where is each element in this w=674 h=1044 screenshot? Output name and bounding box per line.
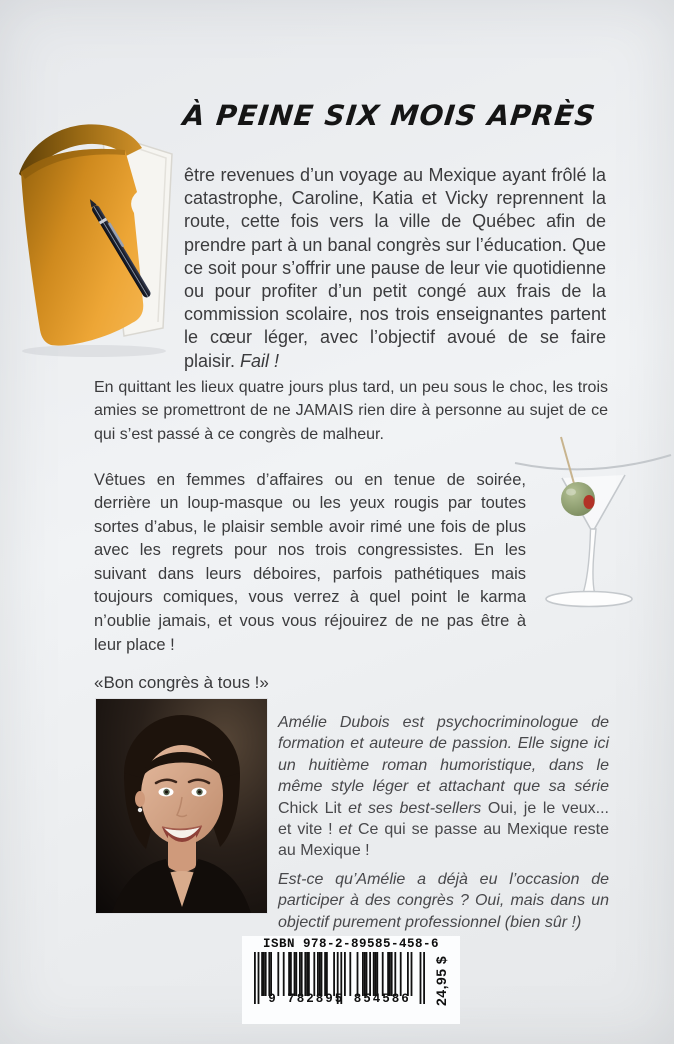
- price-label: 24,95 $: [433, 955, 449, 1006]
- author-bio-question: Est-ce qu’Amélie a déjà eu l’occasion de participer à des congrès ? Oui, mais dans un objectif purement professionnel (bien sûr !): [278, 871, 609, 931]
- bio-segment: et: [332, 821, 358, 839]
- synopsis-paragraph-1: [184, 164, 606, 373]
- bio-segment: Amélie Dubois est psychocriminologue de formation et auteure de passion. Elle signe ici un huitième roman humoristique, dans le même style léger et attachant que sa série: [278, 714, 609, 796]
- pimento: [584, 495, 595, 509]
- earring: [138, 808, 142, 812]
- bio-segment: et ses best-sellers: [341, 799, 488, 817]
- author-photo: [96, 699, 267, 913]
- martini-glass-icon: [512, 433, 674, 639]
- barcode-digits: 9 782895 854586: [268, 992, 411, 1006]
- glass-base: [546, 592, 632, 607]
- folder-shadow: [22, 345, 166, 357]
- synopsis-paragraph-2: En quittant les lieux quatre jours plus tard, un peu sous le choc, les trois amies se promettront de ne JAMAIS rien dire à personne au sujet de ce qui s’est passé à ce congrès de malheur.: [94, 379, 608, 443]
- barcode: [242, 936, 460, 1024]
- synopsis-paragraph-3: Vêtues en femmes d’affaires ou en tenue de soirée, derrière un loup-masque ou les yeux rougis par toutes sortes d’abus, le plaisir semble avoir rimé une fois de plus avec les regrets pour nos trois congressistes. En les suivant dans leurs déboires, parfois pathétiques mais toujours comiques, vous verrez à quel point le karma n’oublie jamais, et vous vous réjouirez de ne pas être à leur place !: [94, 470, 526, 654]
- glass-rim: [515, 455, 671, 469]
- bio-segment: Chick Lit: [278, 799, 342, 817]
- folder-front: [21, 149, 143, 346]
- author-bio: [278, 712, 609, 862]
- page-title: À PEINE SIX MOIS APRÈS: [181, 99, 598, 132]
- synopsis-paragraph-1-text: être revenues d’un voyage au Mexique ayant frôlé la catastrophe, Caroline, Katia et Vicky reprennent la route, cette fois vers la ville de Québec afin de prendre part à un banal congrès sur l’éducation. Que ce soit pour s’offrir une pause de leur vie quotidienne ou pour profiter d’un petit congé aux frais de la commission scolaire, nos trois enseignantes partent le cœur léger, avec l’objectif avoué de se faire plaisir.: [184, 165, 606, 371]
- bio-segment: Ce qui se passe au Mexique reste au Mexique !: [278, 821, 610, 860]
- bio-segment: Oui, je le veux... et vite !: [278, 799, 610, 839]
- fail-emphasis: Fail !: [240, 350, 280, 371]
- folder-pen-illustration: [6, 102, 184, 360]
- glass-stem: [580, 529, 598, 595]
- isbn-label: ISBN 978-2-89585-458-6: [262, 937, 440, 951]
- congress-quote: «Bon congrès à tous !»: [94, 673, 269, 692]
